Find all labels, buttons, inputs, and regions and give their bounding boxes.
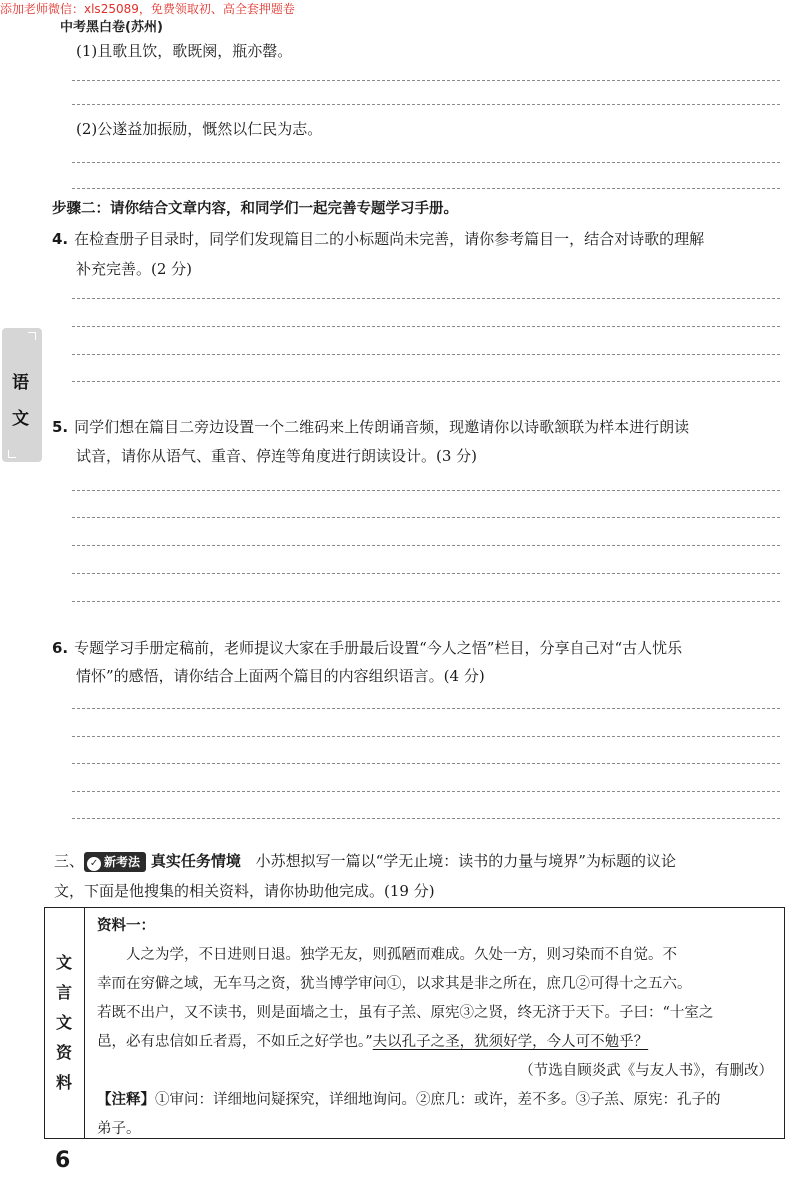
question-4-text: 在检查册子目录时，同学们发现篇目二的小标题尚未完善，请你参考篇目一，结合对诗歌的理解 xyxy=(74,230,705,248)
material-paragraph-line: 若既不出户，又不读书，则是面墙之士，虽有子羔、原宪③之贤，终无济于天下。子曰：“十室之 xyxy=(97,1005,714,1021)
side-label-char: 文 xyxy=(56,953,73,972)
material-notes-cont: 弟子。 xyxy=(97,1121,141,1137)
answer-line[interactable] xyxy=(72,818,780,819)
answer-line[interactable] xyxy=(72,545,780,546)
check-icon: ✓ xyxy=(87,857,101,871)
side-label-char: 文 xyxy=(56,1013,73,1032)
answer-line[interactable] xyxy=(72,736,780,737)
answer-line[interactable] xyxy=(72,326,780,327)
answer-line[interactable] xyxy=(72,763,780,764)
underlined-sentence: 夫以孔子之圣，犹须好学，今人可不勉乎？ xyxy=(372,1034,649,1050)
subject-side-tab xyxy=(2,328,42,462)
notes-text: ①审问：详细地问疑探究，详细地询问。②庶几：或许，差不多。③子羔、原宪：孔子的 xyxy=(155,1092,721,1108)
question-number: 6. xyxy=(52,639,69,657)
material-notes xyxy=(97,1086,777,1115)
question-5-line-2: 试音，请你从语气、重音、停连等角度进行朗读设计。(3 分) xyxy=(76,447,478,465)
side-label-char: 资 xyxy=(56,1043,73,1062)
section-prefix: 三、 xyxy=(54,852,85,870)
watermark-text: 添加老师微信：xls25089，免费领取初、高全套押题卷 xyxy=(0,2,295,16)
answer-line[interactable] xyxy=(72,490,780,491)
section-3-line-2: 文，下面是他搜集的相关资料，请你协助他完成。(19 分) xyxy=(54,882,435,900)
answer-line[interactable] xyxy=(72,573,780,574)
bracket-icon xyxy=(28,332,36,340)
material-body xyxy=(97,912,777,1144)
page-number: 6 xyxy=(55,1148,71,1173)
material-source: （节选自顾炎武《与友人书》，有删改） xyxy=(519,1063,773,1079)
side-label-char: 言 xyxy=(56,983,73,1002)
q3-item-1: (1)且歌且饮，歌既阕，瓶亦罄。 xyxy=(76,42,293,60)
question-number: 5. xyxy=(52,418,69,436)
side-tab-char: 文 xyxy=(12,409,29,429)
question-5-line-1 xyxy=(52,412,689,442)
question-4-line-1 xyxy=(52,224,704,254)
new-method-badge xyxy=(84,852,146,872)
answer-line[interactable] xyxy=(72,601,780,602)
header-title: 中考黑白卷(苏州) xyxy=(60,20,163,35)
question-4-line-2: 补充完善。(2 分) xyxy=(76,260,193,278)
bracket-icon xyxy=(8,450,16,458)
material-paragraph-line: 幸而在穷僻之域，无车马之资，犹当博学审问①，以求其是非之所在，庶几②可得十之五六。 xyxy=(97,976,692,992)
question-6-text: 专题学习手册定稿前，老师提议大家在手册最后设置“今人之悟”栏目，分享自己对“古人忧乐 xyxy=(74,639,683,657)
answer-line[interactable] xyxy=(72,80,780,81)
badge-label: 新考法 xyxy=(104,855,141,869)
material-paragraph-line xyxy=(97,1028,777,1057)
section-3-heading xyxy=(54,846,676,876)
material-paragraph-line: 人之为学，不日进则日退。独学无友，则孤陋而难成。久处一方，则习染而不自觉。不 xyxy=(97,947,677,963)
answer-line[interactable] xyxy=(72,104,780,105)
answer-line[interactable] xyxy=(72,708,780,709)
side-tab-char: 语 xyxy=(12,373,29,393)
answer-line[interactable] xyxy=(72,517,780,518)
section-title: 真实任务情境 xyxy=(150,852,241,870)
answer-line[interactable] xyxy=(72,791,780,792)
material-heading: 资料一： xyxy=(97,918,155,934)
step2-heading: 步骤二：请你结合文章内容，和同学们一起完善专题学习手册。 xyxy=(52,201,458,217)
answer-line[interactable] xyxy=(72,354,780,355)
question-6-line-1 xyxy=(52,633,682,663)
section-intro: 小苏想拟写一篇以“学无止境：读书的力量与境界”为标题的议论 xyxy=(255,852,676,870)
question-number: 4. xyxy=(52,230,69,248)
material-box xyxy=(44,907,785,1139)
q3-item-2: (2)公遂益加振励，慨然以仁民为志。 xyxy=(76,120,323,138)
answer-line[interactable] xyxy=(72,162,780,163)
answer-line[interactable] xyxy=(72,188,780,189)
side-label-char: 料 xyxy=(56,1073,73,1092)
answer-line[interactable] xyxy=(72,298,780,299)
notes-label: 【注释】 xyxy=(97,1092,155,1108)
quote-text: 邑，必有忠信如丘者焉，不如丘之好学也。” xyxy=(97,1034,373,1050)
question-5-text: 同学们想在篇目二旁边设置一个二维码来上传朗诵音频，现邀请你以诗歌颔联为样本进行朗读 xyxy=(74,418,690,436)
material-side-label xyxy=(45,908,85,1138)
question-6-line-2: 情怀”的感悟，请你结合上面两个篇目的内容组织语言。(4 分) xyxy=(76,667,485,685)
answer-line[interactable] xyxy=(72,381,780,382)
